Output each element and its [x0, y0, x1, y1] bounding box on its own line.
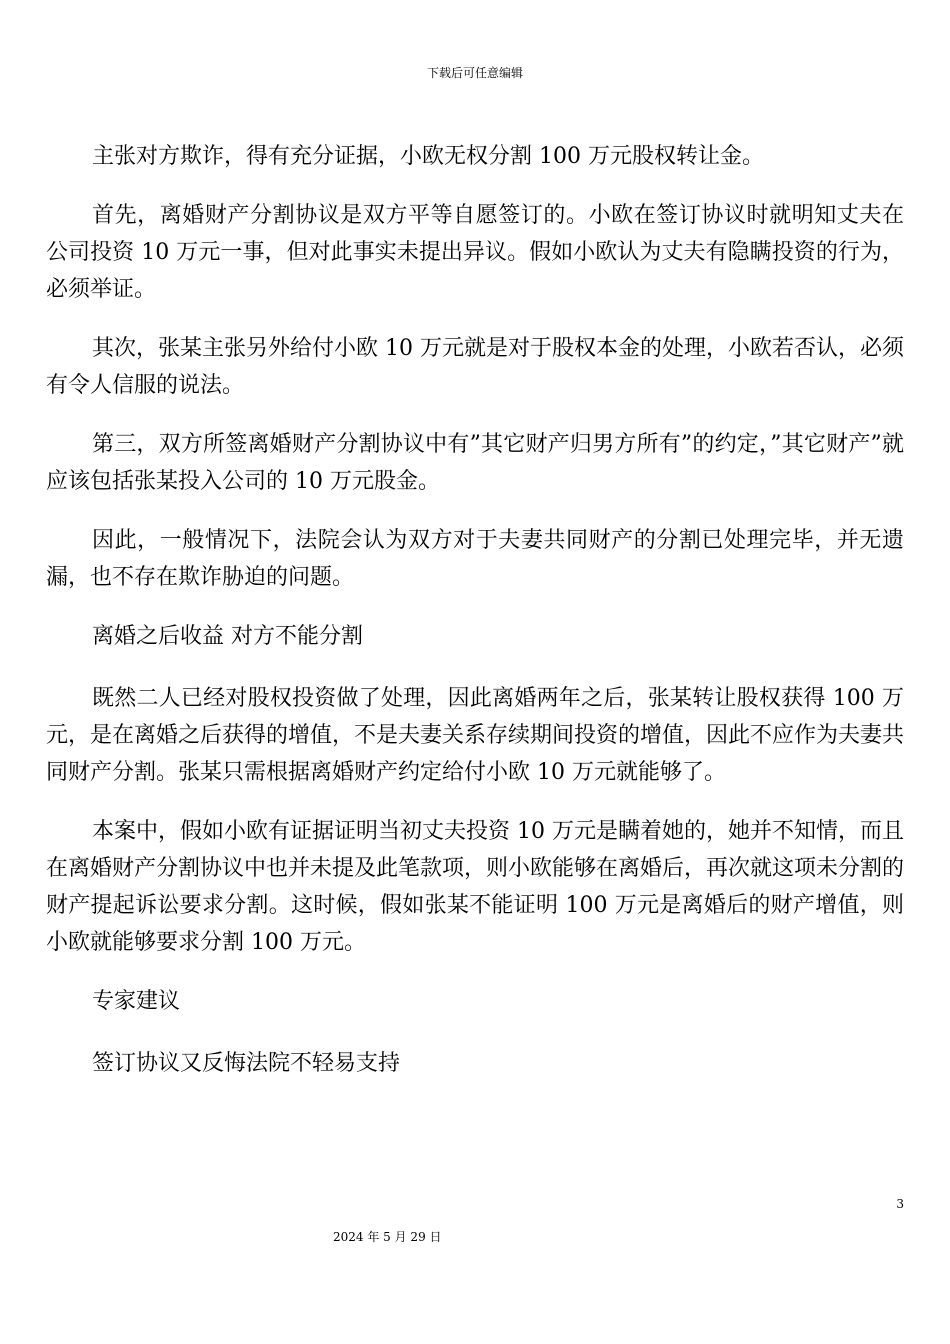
paragraph-fraud-claim: 主张对方欺诈，得有充分证据，小欧无权分割 100 万元股权转让金。 — [92, 144, 764, 169]
paragraph-case-analysis: 本案中，假如小欧有证据证明当初丈夫投资 10 万元是瞒着她的，她并不知情，而且在离婚财产分割协议中也并未提及此笔款项，则小欧能够在离婚后，再次就这项未分割的财产提起诉讼要求分割。这时候，假如张某不能证明 100 万元是离婚后的财产增值，则小欧就能够要求分割 100 万元。 — [46, 819, 905, 955]
paragraph-third-point: 第三，双方所签离婚财产分割协议中有”其它财产归男方所有”的约定，”其它财产”就应该包括张某投入公司的 10 万元股金。 — [46, 432, 904, 494]
footer-date: 2024 年 5 月 29 日 — [333, 1230, 442, 1244]
section-heading-post-divorce-income: 离婚之后收益 对方不能分割 — [92, 624, 363, 649]
page-header: 下载后可任意编辑 — [426, 66, 523, 80]
section-heading-expert-advice: 专家建议 — [92, 989, 181, 1014]
paragraph-post-divorce-gain: 既然二人已经对股权投资做了处理，因此离婚两年之后，张某转让股权获得 100 万元，是在离婚之后获得的增值，不是夫妻关系存续期间投资的增值，因此不应作为夫妻共同财产分割。张某只需根据离婚财产约定给付小欧 10 万元就能够了。 — [46, 686, 905, 785]
paragraph-second-point: 其次，张某主张另外给付小欧 10 万元就是对于股权本金的处理，小欧若否认，必须有令人信服的说法。 — [46, 336, 904, 398]
section-heading-court-support: 签订协议又反悔法院不轻易支持 — [92, 1051, 401, 1076]
paragraph-first-point: 首先，离婚财产分割协议是双方平等自愿签订的。小欧在签订协议时就明知丈夫在公司投资 10 万元一事，但对此事实未提出异议。假如小欧认为丈夫有隐瞒投资的行为，必须举证。 — [46, 203, 904, 302]
paragraph-conclusion: 因此，一般情况下，法院会认为双方对于夫妻共同财产的分割已处理完毕，并无遗漏，也不存在欺诈胁迫的问题。 — [46, 528, 904, 590]
document-body — [46, 138, 904, 1107]
page-number: 3 — [896, 1197, 904, 1211]
